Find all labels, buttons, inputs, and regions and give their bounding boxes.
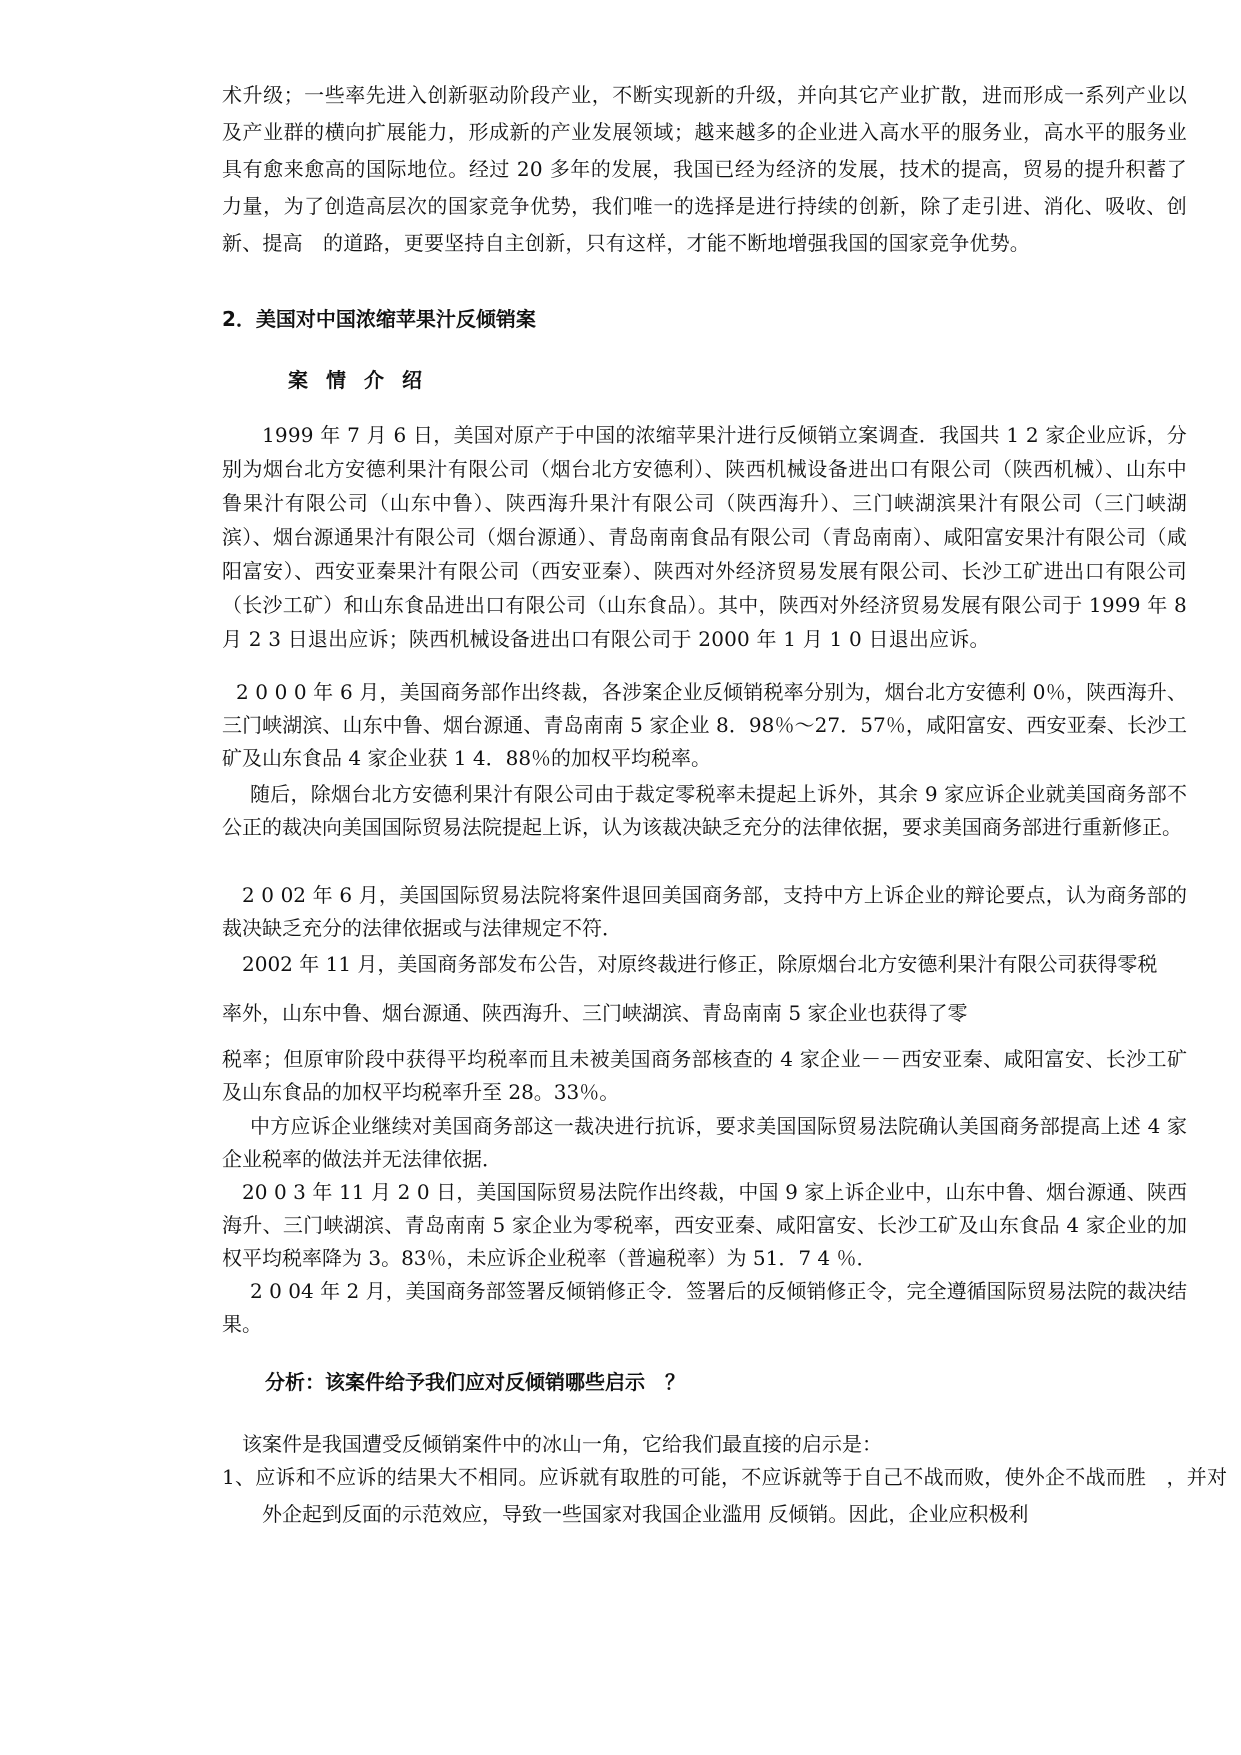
case-intro-heading: 案情介绍 (288, 368, 440, 392)
case-paragraph-5-line-3: 税率；但原审阶段中获得平均税率而且未被美国商务部核查的 4 家企业－－西安亚秦、咸阳富安、长沙工矿及山东食品的加权平均税率升至 28。33％。 (222, 1047, 1187, 1104)
case-paragraph-3: 随后，除烟台北方安德利果汁有限公司由于裁定零税率未提起上诉外，其余 9 家应诉企业就美国商务部不公正的裁决向美国国际贸易法院提起上诉，认为该裁决缺乏充分的法律依据，要求美国商务部进行重新修正。 (222, 782, 1187, 839)
case-paragraph-7: 20 0 3 年 11 月 2 0 日，美国国际贸易法院作出终裁，中国 9 家上诉企业中，山东中鲁、烟台源通、陕西海升、三门峡湖滨、青岛南南 5 家企业为零税率，西安亚秦、咸阳富安、长沙工矿及山东食品 4 家企业的加权平均税率降为 3。83％，未应诉企业税率（普遍税率）为 51．7 4 ％． (222, 1180, 1187, 1270)
case-paragraph-1: 1999 年 7 月 6 日，美国对原产于中国的浓缩苹果汁进行反倾销立案调查．我国共 1 2 家企业应诉，分别为烟台北方安德利果汁有限公司（烟台北方安德利）、陕西机械设备进出口有限公司（陕西机械）、山东中鲁果汁有限公司（山东中鲁）、陕西海升果汁有限公司（陕西海升）、三门峡湖滨果汁有限公司（三门峡湖滨）、烟台源通果汁有限公司（烟台源通）、青岛南南食品有限公司（青岛南南）、咸阳富安果汁有限公司（咸阳富安）、西安亚秦果汁有限公司（西安亚秦）、陕西对外经济贸易发展有限公司、长沙工矿进出口有限公司（长沙工矿）和山东食品进出口有限公司（山东食品）。其中，陕西对外经济贸易发展有限公司于 1999 年 8 月 2 3 日退出应诉；陕西机械设备进出口有限公司于 2000 年 1 月 1 0 日退出应诉。 (222, 423, 1187, 651)
analysis-heading: 分析：该案件给予我们应对反倾销哪些启示 ？ (265, 1370, 685, 1394)
case-paragraph-5-line-2: 率外，山东中鲁、烟台源通、陕西海升、三门峡湖滨、青岛南南 5 家企业也获得了零 (222, 1001, 968, 1025)
case-paragraph-6: 中方应诉企业继续对美国商务部这一裁决进行抗诉，要求美国国际贸易法院确认美国商务部提高上述 4 家企业税率的做法并无法律依据． (222, 1114, 1187, 1171)
intro-paragraph: 术升级；一些率先进入创新驱动阶段产业，不断实现新的升级，并向其它产业扩散，进而形成一系列产业以及产业群的横向扩展能力，形成新的产业发展领域；越来越多的企业进入高水平的服务业，高水平的服务业具有愈来愈高的国际地位。经过 20 多年的发展，我国已经为经济的发展，技术的提高，贸易的提升积蓄了力量，为了创造高层次的国家竞争优势，我们唯一的选择是进行持续的创新，除了走引进、消化、吸收、创新、提高 的道路，更要坚持自主创新，只有这样，才能不断地增强我国的国家竞争优势。 (222, 83, 1187, 255)
analysis-item-1: 1、应诉和不应诉的结果大不相同。应诉就有取胜的可能，不应诉就等于自己不战而败，使外企不战而胜 ，并对外企起到反面的示范效应，导致一些国家对我国企业滥用 反倾销。因此，企业应积极利 (222, 1465, 1227, 1526)
case-paragraph-8: 2 0 04 年 2 月，美国商务部签署反倾销修正令．签署后的反倾销修正令，完全遵循国际贸易法院的裁决结果。 (222, 1279, 1187, 1336)
case-paragraph-4: 2 0 02 年 6 月，美国国际贸易法院将案件退回美国商务部，支持中方上诉企业的辩论要点，认为商务部的裁决缺乏充分的法律依据或与法律规定不符． (222, 883, 1187, 940)
case-paragraph-5-line-1: 2002 年 11 月，美国商务部发布公告，对原终裁进行修正，除原烟台北方安德利果汁有限公司获得零税 (242, 952, 1158, 976)
case-paragraph-2: 2 0 0 0 年 6 月，美国商务部作出终裁，各涉案企业反倾销税率分别为，烟台北方安德利 0％，陕西海升、三门峡湖滨、山东中鲁、烟台源通、青岛南南 5 家企业 8．98％～27．57％，咸阳富安、西安亚秦、长沙工矿及山东食品 4 家企业获 1 4．88％的加权平均税率。 (222, 680, 1187, 770)
analysis-intro: 该案件是我国遭受反倾销案件中的冰山一角，它给我们最直接的启示是： (242, 1432, 882, 1456)
section-title: 2．美国对中国浓缩苹果汁反倾销案 (222, 307, 536, 331)
